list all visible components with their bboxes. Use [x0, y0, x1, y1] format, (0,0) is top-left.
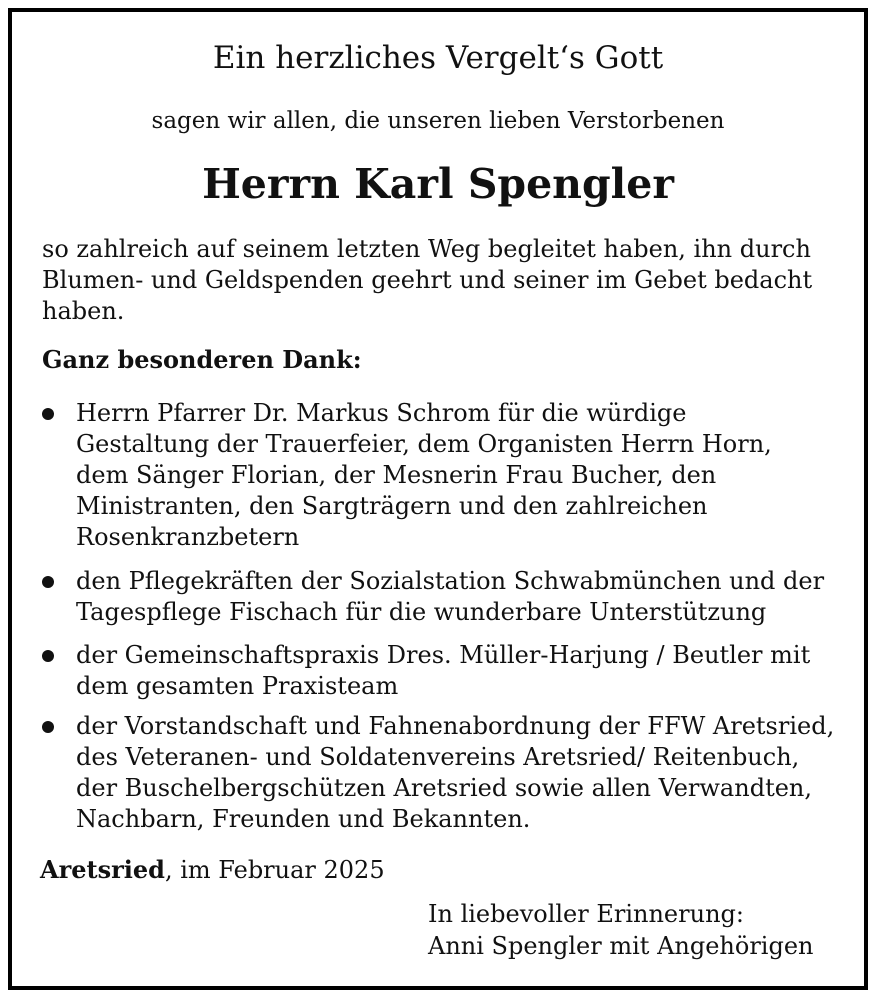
bullet-dot-icon [42, 721, 54, 733]
bullet-dot-icon [42, 576, 54, 588]
thanks-item-text: den Pflegekräften der Sozialstation Schwabmünchen und der Tagespflege Fischach für die wunderbare Unterstützung [76, 567, 825, 626]
signature-line-2: Anni Spengler mit Angehörigen [428, 932, 814, 960]
thanks-item-text: der Gemeinschaftspraxis Dres. Müller-Harjung / Beutler mit dem gesamten Praxisteam [76, 641, 811, 700]
intro-paragraph: so zahlreich auf seinem letzten Weg begleitet haben, ihn durch Blumen- und Geldspenden geehrt und seiner im Gebet bedacht haben. [42, 235, 813, 325]
signature-line-1: In liebevoller Erinnerung: [428, 900, 744, 928]
bullet-dot-icon [42, 650, 54, 662]
date-text: , im Februar 2025 [164, 856, 385, 884]
place-date-line [40, 855, 385, 884]
thanks-heading: Ganz besonderen Dank: [42, 345, 362, 374]
thanks-item-text: Herrn Pfarrer Dr. Markus Schrom für die würdige Gestaltung der Trauerfeier, dem Organisten Herrn Horn, dem Sänger Florian, der Mesnerin Frau Bucher, den Ministranten, den Sargträgern und den zahlreichen Rosenkranzbetern [76, 399, 772, 551]
place-name: Aretsried [40, 855, 165, 884]
notice-heading: Ein herzliches Vergelt‘s Gott [212, 40, 664, 76]
deceased-name: Herrn Karl Spengler [202, 160, 674, 208]
notice-subheading: sagen wir allen, die unseren lieben Verstorbenen [151, 108, 725, 134]
bullet-dot-icon [42, 408, 54, 420]
thanks-item-text: der Vorstandschaft und Fahnenabordnung der FFW Aretsried, des Veteranen- und Soldatenvereins Aretsried/ Reitenbuch, der Buschelbergschützen Aretsried sowie allen Verwandten, Nachbarn, Freunden und Bekannten. [76, 712, 835, 833]
